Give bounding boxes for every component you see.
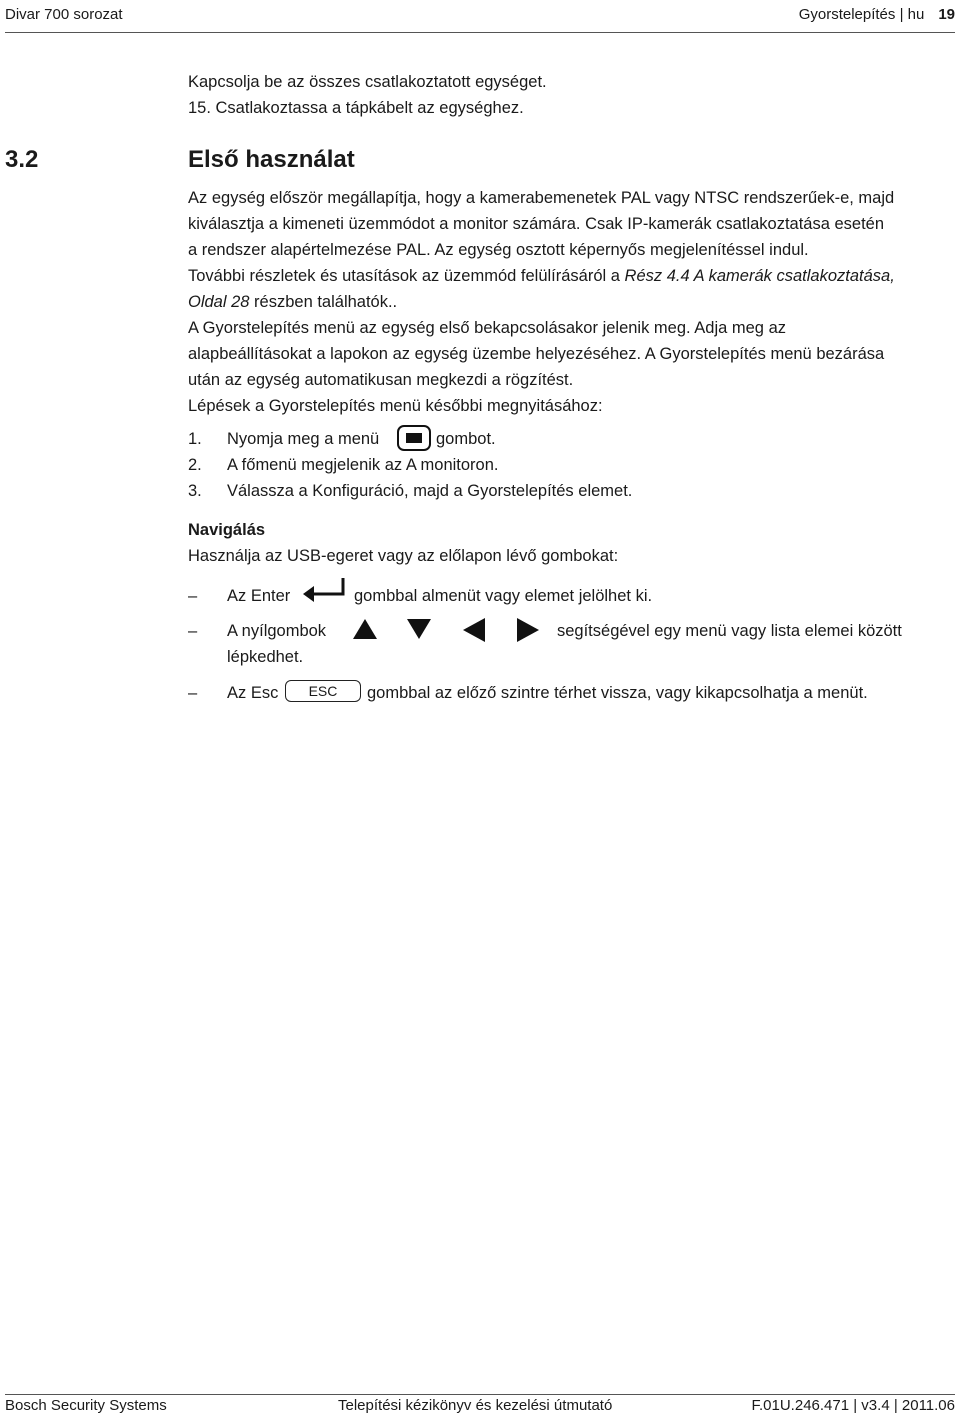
step-2-number: 2. bbox=[188, 456, 202, 474]
menu-button-icon bbox=[397, 425, 431, 451]
esc-key-icon: ESC bbox=[285, 680, 361, 702]
body-line-8: után az egység automatikusan megkezdi a rögzítést. bbox=[188, 371, 574, 389]
body-line-1: Az egység először megállapítja, hogy a kamerabemenetek PAL vagy NTSC rendszerűek-e, majd bbox=[188, 189, 895, 207]
section-title: Első használat bbox=[188, 146, 355, 173]
bullet-dash: – bbox=[188, 587, 198, 605]
body-line-5 bbox=[188, 289, 397, 315]
header-section-label: Gyorstelepítés | hu bbox=[798, 6, 925, 23]
arrow-left-icon bbox=[462, 617, 486, 643]
nav-intro: Használja az USB-egeret vagy az előlapon lévő gombokat: bbox=[188, 547, 619, 565]
arrows-text: A nyílgombok bbox=[227, 622, 327, 640]
enter-text-end: gombbal almenüt vagy elemet jelölhet ki. bbox=[354, 587, 653, 605]
step-3-text: Válassza a Konfiguráció, majd a Gyorstelepítés elemet. bbox=[227, 482, 633, 500]
cross-reference-page[interactable]: Oldal 28 bbox=[188, 293, 250, 311]
header-rule bbox=[5, 32, 955, 33]
step-1-number: 1. bbox=[188, 430, 202, 448]
cross-reference-link[interactable]: Rész 4.4 A kamerák csatlakoztatása, bbox=[624, 267, 895, 285]
body-line-7: alapbeállításokat a lapokon az egység üzembe helyezéséhez. A Gyorstelepítés menü bezárása bbox=[188, 345, 885, 363]
bullet-dash: – bbox=[188, 622, 198, 640]
body-line-3: a rendszer alapértelmezése PAL. Az egység osztott képernyős megjelenítéssel indul. bbox=[188, 241, 809, 259]
body-line-9: Lépések a Gyorstelepítés menü későbbi megnyitásához: bbox=[188, 397, 603, 415]
footer-company: Bosch Security Systems bbox=[5, 1397, 167, 1414]
footer-doc-id: F.01U.246.471 | v3.4 | 2011.06 bbox=[751, 1397, 955, 1414]
body-line-6: A Gyorstelepítés menü az egység első bekapcsolásakor jelenik meg. Adja meg az bbox=[188, 319, 786, 337]
section-number: 3.2 bbox=[5, 146, 39, 173]
enter-text: Az Enter bbox=[227, 587, 291, 605]
intro-line-2: 15. Csatlakoztassa a tápkábelt az egységhez. bbox=[188, 99, 524, 117]
intro-line-1: Kapcsolja be az összes csatlakoztatott egységet. bbox=[188, 73, 547, 91]
nav-heading: Navigálás bbox=[188, 521, 266, 539]
header-doc-title: Divar 700 sorozat bbox=[5, 6, 123, 23]
body-line-2: kiválasztja a kimeneti üzemmódot a monitor számára. Csak IP-kamerák csatlakoztatása esetén bbox=[188, 215, 885, 233]
footer-manual-title: Telepítési kézikönyv és kezelési útmutató bbox=[338, 1397, 613, 1414]
step-1-text: Nyomja meg a menü bbox=[227, 430, 380, 448]
step-2-text: A főmenü megjelenik az A monitoron. bbox=[227, 456, 499, 474]
body-line-4-text: További részletek és utasítások az üzemmód felülírásáról a bbox=[188, 267, 625, 285]
step-3-number: 3. bbox=[188, 482, 202, 500]
bullet-dash: – bbox=[188, 684, 198, 702]
body-line-5-text: részben találhatók.. bbox=[249, 293, 398, 311]
step-1-text-end: gombot. bbox=[436, 430, 496, 448]
footer-rule bbox=[5, 1394, 955, 1395]
arrows-text-cont: lépkedhet. bbox=[227, 648, 304, 666]
esc-text: Az Esc bbox=[227, 684, 279, 702]
arrow-right-icon bbox=[516, 617, 540, 643]
enter-key-icon bbox=[301, 576, 347, 604]
body-line-4 bbox=[188, 263, 895, 289]
arrow-up-icon bbox=[352, 618, 378, 640]
arrows-text-end: segítségével egy menü vagy lista elemei között bbox=[557, 622, 902, 640]
arrow-down-icon bbox=[406, 618, 432, 640]
page-number: 19 bbox=[938, 6, 955, 23]
esc-text-end: gombbal az előző szintre térhet vissza, vagy kikapcsolhatja a menüt. bbox=[367, 684, 868, 702]
header-section bbox=[799, 6, 955, 24]
